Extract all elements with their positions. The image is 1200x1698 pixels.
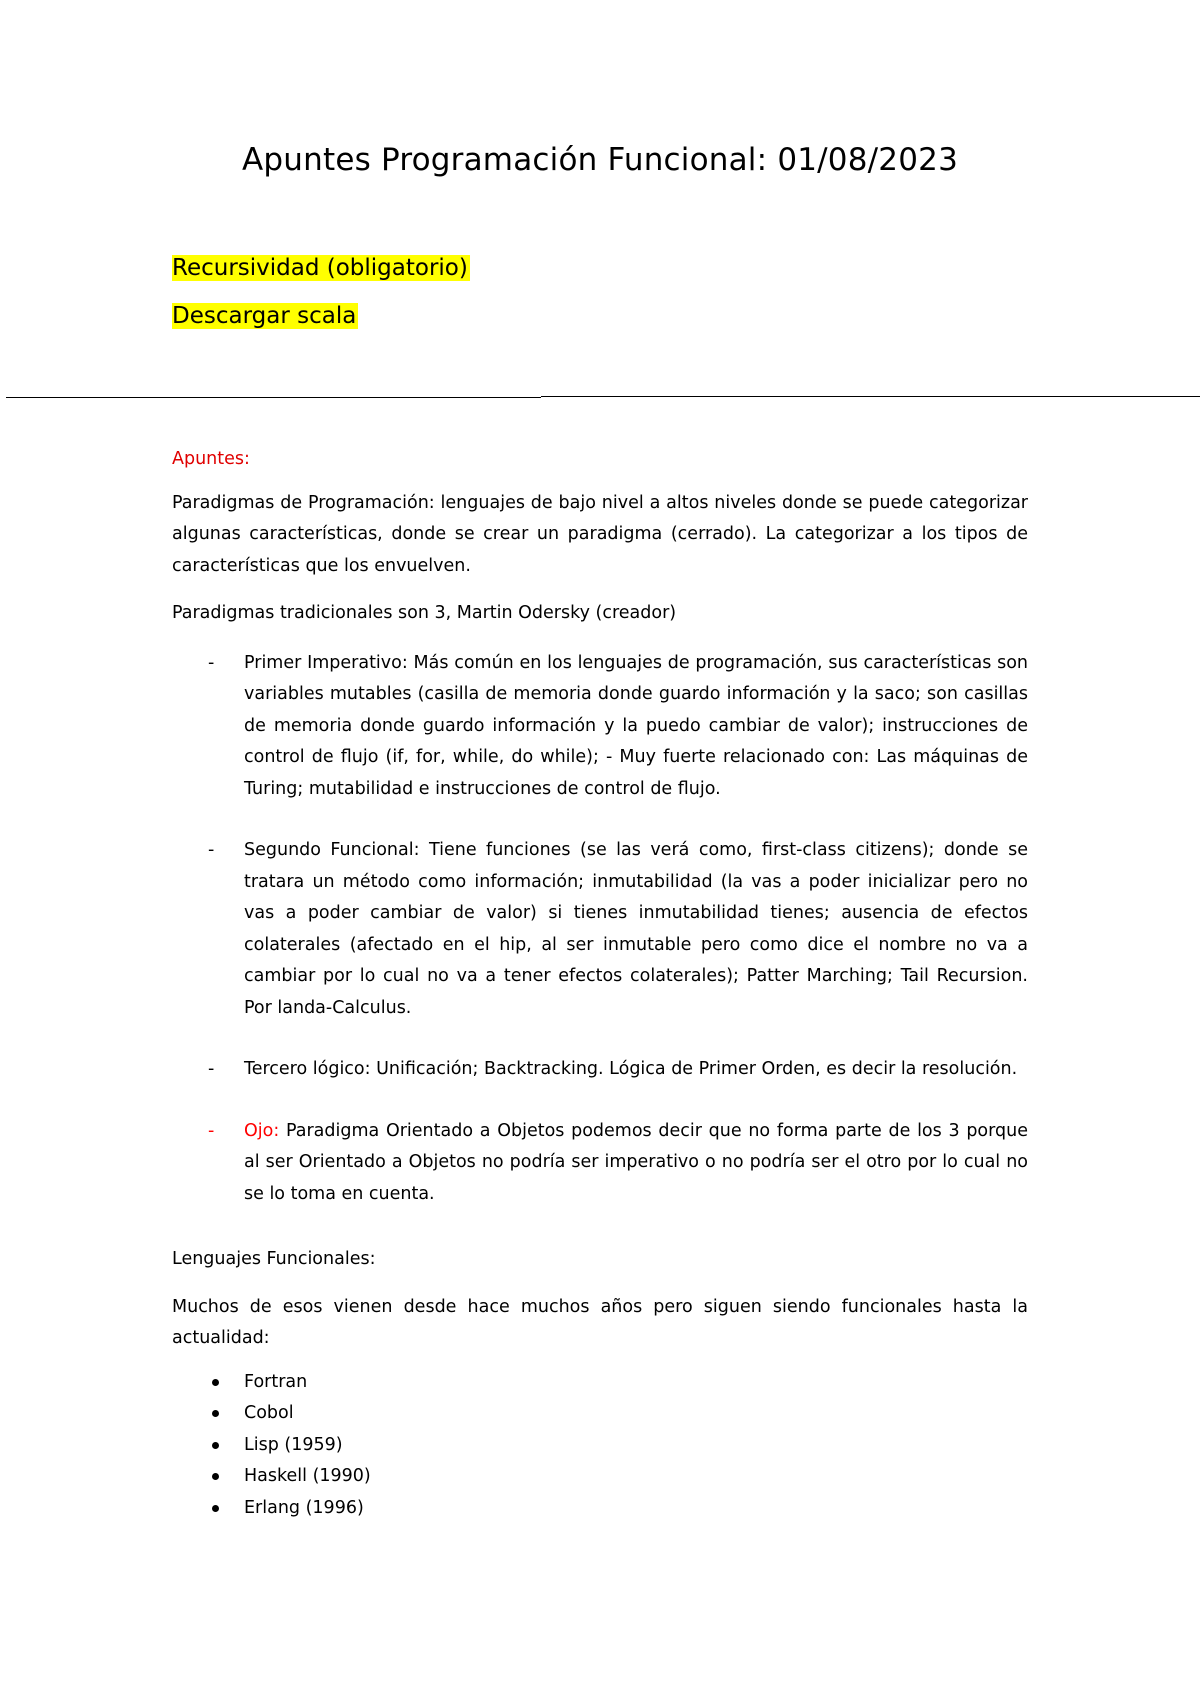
highlight-recursividad (172, 253, 470, 283)
paragraph-paradigmas: Paradigmas de Programación: lenguajes de bajo nivel a altos niveles donde se puede categorizar algunas características, donde se crear un paradigma (cerrado). La categorizar a los tipos de características que los envuelven. (172, 492, 1028, 576)
list-item (172, 1367, 1028, 1399)
highlight-text: Descargar scala (172, 303, 357, 329)
list-item (172, 1398, 1028, 1430)
language-name: Lisp (1959) (244, 1434, 343, 1455)
list-item (172, 1430, 1028, 1462)
ojo-label: Ojo: (244, 1120, 280, 1141)
list-item-text: Paradigma Orientado a Objetos podemos decir que no forma parte de los 3 porque al ser Orientado a Objetos no podría ser imperativo o no podría ser el otro por lo cual no se lo toma en cuenta. (244, 1120, 1028, 1204)
list-item-logico (172, 1054, 1028, 1086)
dash-marker: - (208, 652, 215, 673)
list-item-text: Tercero lógico: Unificación; Backtracking. Lógica de Primer Orden, es decir la resolución. (244, 1059, 1018, 1079)
list-item-text: Primer Imperativo: Más común en los lenguajes de programación, sus características son variables mutables (casilla de memoria donde guardo información y la saco; son casillas de memoria donde guardo información y la puedo cambiar de valor); instrucciones de control de flujo (if, for, while, do while); - Muy fuerte relacionado con: Las máquinas de Turing; mutabilidad e instrucciones de control de flujo. (244, 652, 1028, 799)
horizontal-divider-right (541, 396, 1200, 397)
list-item (172, 1461, 1028, 1493)
lenguajes-heading: Lenguajes Funcionales: (172, 1249, 376, 1269)
notes-body (172, 444, 1028, 1524)
list-item (172, 1493, 1028, 1525)
list-item-funcional (172, 835, 1028, 1024)
paragraph-paradigmas-tradicionales: Paradigmas tradicionales son 3, Martin Odersky (creador) (172, 603, 677, 623)
horizontal-divider-left (6, 397, 541, 398)
list-item-imperativo (172, 648, 1028, 806)
language-name: Cobol (244, 1403, 294, 1423)
lenguajes-intro: Muchos de esos vienen desde hace muchos años pero siguen siendo funcionales hasta la actualidad: (172, 1296, 1028, 1348)
bullet-icon (212, 1379, 219, 1386)
paradigm-list (172, 648, 1028, 1211)
bullet-icon (212, 1442, 219, 1449)
bullet-icon (212, 1410, 219, 1417)
languages-list (172, 1367, 1028, 1525)
list-item-ojo (172, 1116, 1028, 1211)
language-name: Erlang (1996) (244, 1497, 364, 1518)
bullet-icon (212, 1473, 219, 1480)
dash-marker: - (208, 840, 215, 860)
page-title: Apuntes Programación Funcional: 01/08/2023 (241, 142, 958, 178)
section-label-apuntes: Apuntes: (172, 449, 250, 469)
dash-marker: - (208, 1120, 215, 1141)
bullet-icon (212, 1505, 219, 1512)
language-name: Fortran (244, 1371, 308, 1392)
highlight-descargar-scala (172, 301, 358, 331)
list-item-text: Segundo Funcional: Tiene funciones (se las verá como, first-class citizens); donde se tratara un método como información; inmutabilidad (la vas a poder inicializar pero no vas a poder cambiar de valor) si tienes inmutabilidad tienes; ausencia de efectos colaterales (afectado en el hip, al ser inmutable pero como dice el nombre no va a cambiar por lo cual no va a tener efectos colaterales); Patter Marching; Tail Recursion. Por landa-Calculus. (244, 840, 1028, 1018)
dash-marker: - (208, 1059, 215, 1079)
language-name: Haskell (1990) (244, 1466, 371, 1486)
highlight-text: Recursividad (obligatorio) (172, 255, 468, 281)
